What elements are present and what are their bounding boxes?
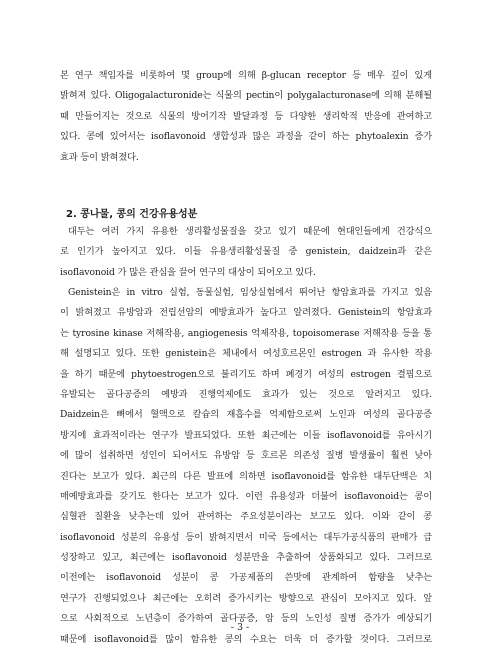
text-line: 유발되는 골다공증의 예방과 진행억제에도 효과가 있는 것으로 알려지고 있다.	[60, 388, 432, 400]
text-line: 진다는 보고가 있다. 최근의 다른 발표에 의하면 isoflavonoid를 함유한 대두단백은 치	[60, 470, 432, 482]
text-line: 연구가 진행되었으나 최근에는 오히려 증가시키는 방향으로 관심이 모아지고 있다. 앞	[60, 592, 432, 604]
text-line: 해 설명되고 있다. 또한 genistein은 체내에서 여성호르몬인 estrogen 과 유사한 작용	[60, 348, 432, 360]
intro-paragraph	[60, 66, 432, 168]
text-line: 이 밝혀졌고 유방암과 전립선암의 예방효과가 높다고 알려졌다. Genistein의 항암효과	[60, 307, 432, 319]
text-line: 효과 등이 밝혀졌다.	[60, 151, 139, 163]
text-line: 로 인기가 높아지고 있다. 이들 유용생리활성물질 중 genistein, daidzein과 같은	[60, 246, 432, 258]
text-line: 이전에는 isoflavonoid 성분이 콩 가공제품의 쓴맛에 관계하여 함량을 낮추는	[60, 572, 432, 584]
text-line: 방지에 효과적이라는 연구가 발표되었다. 또한 최근에는 이들 isoflavonoid를 유아시기	[60, 429, 432, 441]
text-line: isoflavonoid 성분의 유용성 등이 밝혀지면서 미국 등에서는 대두가공식품의 판매가 급	[60, 531, 432, 543]
body-paragraph-1	[60, 222, 432, 283]
text-line: 을 하기 때문에 phytoestrogen으로 불리기도 하며 폐경기 여성의 estrogen 결핍으로	[60, 368, 432, 380]
body-paragraph-2	[60, 283, 432, 650]
text-line: 있다. 콩에 있어서는 isoflavonoid 생합성과 많은 과정을 같이 하는 phytoalexin 증가	[60, 131, 432, 143]
text-line: 본 연구 책임자를 비롯하여 몇 group에 의해 β-glucan receptor 등 매우 깊이 있게	[60, 70, 432, 81]
text-line: isoflavonoid 가 많은 관심을 끌어 연구의 대상이 되어오고 있다.	[60, 266, 316, 278]
section-heading: 2. 콩나물, 콩의 건강유용성분	[66, 209, 198, 220]
text-line: 에 많이 섭취하면 성인이 되어서도 유방암 등 호르몬 의존성 질병 발생률이 훨씬 낮아	[60, 450, 432, 462]
text-line: Daidzein은 뼈에서 혈액으로 칼슘의 재흡수를 억제함으로써 노인과 여성의 골다공증	[60, 409, 432, 421]
text-line: 성장하고 있고, 최근에는 isoflavonoid 성분만을 추출하여 상품화되고 있다. 그러므로	[60, 552, 432, 564]
text-line: 밝혀져 있다. Oligogalacturonide는 식물의 pectin이 polygalacturonase에 의해 분해될	[60, 90, 432, 102]
text-line: 으로 사회적으로 노년층이 증가하여 골다공증, 암 등의 노인성 질병 증가가 예상되기	[60, 613, 432, 625]
text-line: Genistein은 in vitro 실험, 동물실험, 임상실험에서 뛰어난 항암효과를 가지고 있음	[68, 287, 432, 298]
text-line: 심혈관 질환을 낮추는데 있어 관여하는 주요성분이라는 보고도 있다. 이와 같이 콩	[60, 511, 432, 523]
page-number: - 3 -	[230, 622, 250, 633]
text-line: 때문에 isoflavonoid를 많이 함유한 콩의 수요는 더욱 더 증가할 것이다. 그러므로	[60, 633, 432, 645]
text-line: 때 만들어지는 것으로 식물의 방어기작 발달과정 등 다양한 생리학적 반응에 관여하고	[60, 110, 432, 122]
text-line: 대두는 여러 가지 유용한 생리활성물질을 갖고 있기 때문에 현대인들에게 건강식으	[68, 226, 432, 237]
text-line: 는 tyrosine kinase 저해작용, angiogenesis 억제작용, topoisomerase 저해작용 등을 통	[60, 327, 432, 339]
text-line: 매예방효과를 갖기도 한다는 보고가 있다. 이런 유용성과 더불어 isoflavonoid는 콩이	[60, 490, 432, 502]
